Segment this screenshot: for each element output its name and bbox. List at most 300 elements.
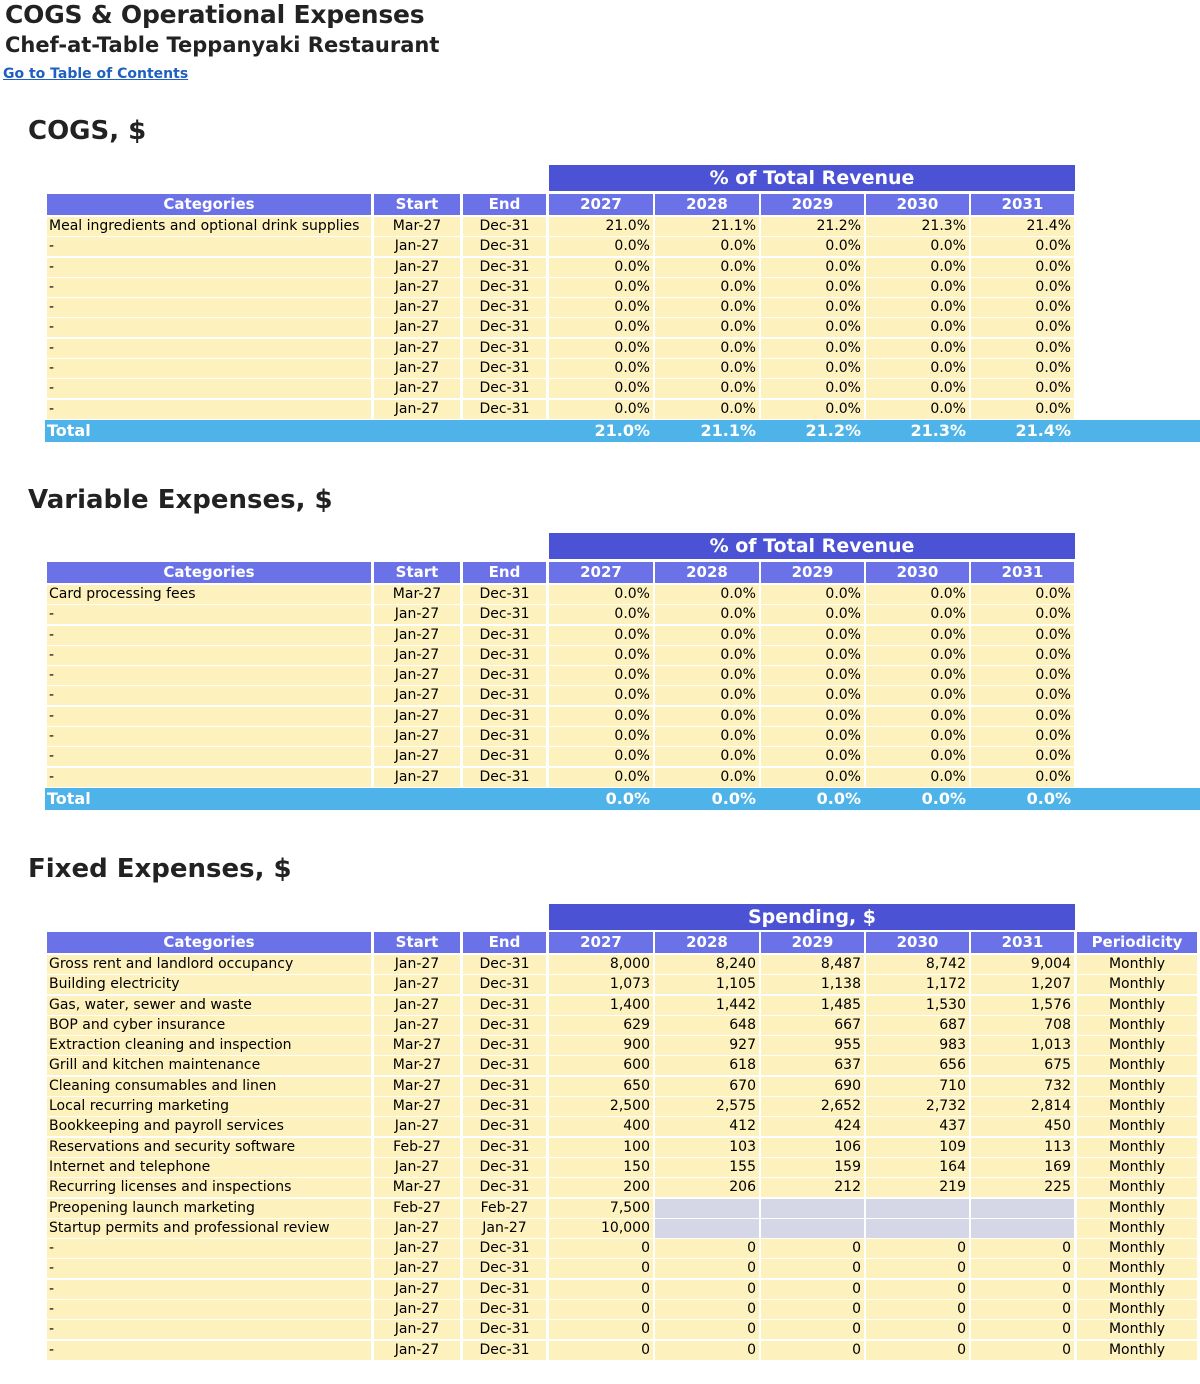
start-cell: Jan-27 <box>374 686 460 705</box>
value-cell: 0.0% <box>655 237 759 256</box>
fixed-band-header: Spending, $ <box>549 904 1075 930</box>
fixed-section-title: Fixed Expenses, $ <box>28 854 292 884</box>
value-cell: 0.0% <box>761 237 864 256</box>
value-cell: 0.0% <box>655 727 759 746</box>
value-cell: 0.0% <box>549 359 653 378</box>
variable-header-cell: Categories <box>47 562 371 583</box>
table-row <box>0 1259 1200 1279</box>
value-cell: 0.0% <box>971 666 1074 685</box>
category-cell: - <box>47 339 371 358</box>
value-cell: 21.0% <box>549 217 653 236</box>
value-cell: 1,138 <box>761 975 864 994</box>
value-cell: 648 <box>655 1016 759 1035</box>
start-cell: Jan-27 <box>374 996 460 1015</box>
category-cell: - <box>47 666 371 685</box>
value-cell: 0.0% <box>971 359 1074 378</box>
value-cell: 0 <box>761 1320 864 1339</box>
value-cell: 2,814 <box>971 1097 1074 1116</box>
value-cell: 21.3% <box>866 217 969 236</box>
start-cell: Jan-27 <box>374 975 460 994</box>
category-cell: - <box>47 605 371 624</box>
table-row <box>0 1138 1200 1158</box>
end-cell: Dec-31 <box>463 1036 546 1055</box>
value-cell: 113 <box>971 1138 1074 1157</box>
table-row <box>0 217 1200 237</box>
value-cell: 0.0% <box>866 585 969 604</box>
variable-section-title: Variable Expenses, $ <box>28 485 333 515</box>
value-cell: 0.0% <box>549 646 653 665</box>
category-cell: - <box>47 1320 371 1339</box>
value-cell: 0 <box>549 1280 653 1299</box>
total-value: 21.1% <box>700 420 756 440</box>
value-cell: 1,013 <box>971 1036 1074 1055</box>
value-cell: 155 <box>655 1158 759 1177</box>
variable-header-cell: 2031 <box>971 562 1074 583</box>
end-cell: Dec-31 <box>463 605 546 624</box>
start-cell: Jan-27 <box>374 605 460 624</box>
periodicity-cell: Monthly <box>1077 1280 1197 1299</box>
table-row <box>0 707 1200 727</box>
end-cell: Dec-31 <box>463 278 546 297</box>
value-cell: 0.0% <box>549 298 653 317</box>
end-cell: Dec-31 <box>463 1016 546 1035</box>
start-cell: Jan-27 <box>374 379 460 398</box>
value-cell: 708 <box>971 1016 1074 1035</box>
value-cell: 8,000 <box>549 955 653 974</box>
table-row <box>0 278 1200 298</box>
value-cell: 0 <box>971 1239 1074 1258</box>
start-cell: Jan-27 <box>374 359 460 378</box>
variable-header-cell: End <box>463 562 546 583</box>
category-cell: Gas, water, sewer and waste <box>47 996 371 1015</box>
value-cell: 0.0% <box>549 585 653 604</box>
table-row <box>0 996 1200 1016</box>
periodicity-cell: Monthly <box>1077 1199 1197 1218</box>
start-cell: Jan-27 <box>374 747 460 766</box>
end-cell: Dec-31 <box>463 626 546 645</box>
end-cell: Dec-31 <box>463 339 546 358</box>
value-cell: 0.0% <box>866 318 969 337</box>
value-cell: 0 <box>655 1280 759 1299</box>
end-cell: Dec-31 <box>463 1178 546 1197</box>
category-cell: Internet and telephone <box>47 1158 371 1177</box>
value-cell: 450 <box>971 1117 1074 1136</box>
category-cell: Local recurring marketing <box>47 1097 371 1116</box>
value-cell: 1,207 <box>971 975 1074 994</box>
value-cell: 0.0% <box>655 768 759 787</box>
start-cell: Mar-27 <box>374 217 460 236</box>
start-cell: Jan-27 <box>374 1158 460 1177</box>
start-cell: Jan-27 <box>374 1219 460 1238</box>
end-cell: Dec-31 <box>463 975 546 994</box>
value-cell: 0 <box>761 1341 864 1360</box>
value-cell: 0.0% <box>866 747 969 766</box>
value-cell: 0.0% <box>866 237 969 256</box>
table-row <box>0 1219 1200 1239</box>
total-value: 0.0% <box>816 788 861 808</box>
end-cell: Dec-31 <box>463 1320 546 1339</box>
value-cell: 8,240 <box>655 955 759 974</box>
value-cell: 675 <box>971 1056 1074 1075</box>
table-row <box>0 400 1200 420</box>
value-cell: 0 <box>549 1259 653 1278</box>
value-cell: 2,732 <box>866 1097 969 1116</box>
periodicity-cell: Monthly <box>1077 1056 1197 1075</box>
table-row <box>0 258 1200 278</box>
start-cell: Mar-27 <box>374 1056 460 1075</box>
periodicity-cell: Monthly <box>1077 1097 1197 1116</box>
end-cell: Dec-31 <box>463 646 546 665</box>
end-cell: Dec-31 <box>463 585 546 604</box>
value-cell: 0.0% <box>971 400 1074 419</box>
category-cell: Recurring licenses and inspections <box>47 1178 371 1197</box>
category-cell: - <box>47 768 371 787</box>
variable-total-row <box>45 788 1200 810</box>
value-cell: 0 <box>549 1239 653 1258</box>
value-cell: 225 <box>971 1178 1074 1197</box>
end-cell: Dec-31 <box>463 1259 546 1278</box>
table-row <box>0 1016 1200 1036</box>
total-value: 21.2% <box>805 420 861 440</box>
start-cell: Jan-27 <box>374 1341 460 1360</box>
value-cell: 0.0% <box>971 318 1074 337</box>
fixed-header-row <box>0 932 1200 955</box>
value-cell: 637 <box>761 1056 864 1075</box>
value-cell: 0.0% <box>761 298 864 317</box>
value-cell: 0 <box>655 1341 759 1360</box>
category-cell: - <box>47 626 371 645</box>
table-row <box>0 318 1200 338</box>
page-title: COGS & Operational Expenses <box>5 0 425 29</box>
table-row <box>0 1239 1200 1259</box>
value-cell: 0 <box>761 1280 864 1299</box>
value-cell: 0.0% <box>655 605 759 624</box>
total-value: 21.4% <box>1015 420 1071 440</box>
table-row <box>0 1341 1200 1361</box>
value-cell: 0 <box>971 1259 1074 1278</box>
start-cell: Mar-27 <box>374 1178 460 1197</box>
end-cell: Dec-31 <box>463 1239 546 1258</box>
total-label: Total <box>47 420 91 440</box>
cogs-table <box>0 194 1200 442</box>
table-row <box>0 605 1200 625</box>
value-cell: 159 <box>761 1158 864 1177</box>
value-cell: 0.0% <box>549 379 653 398</box>
cogs-header-cell: End <box>463 194 546 215</box>
fixed-header-cell: 2031 <box>971 932 1074 953</box>
total-value: 0.0% <box>921 788 966 808</box>
table-row <box>0 626 1200 646</box>
start-cell: Jan-27 <box>374 955 460 974</box>
value-cell: 667 <box>761 1016 864 1035</box>
category-cell: Cleaning consumables and linen <box>47 1077 371 1096</box>
variable-header-cell: 2028 <box>655 562 759 583</box>
value-cell: 1,530 <box>866 996 969 1015</box>
cogs-header-cell: 2028 <box>655 194 759 215</box>
end-cell: Dec-31 <box>463 768 546 787</box>
category-cell: - <box>47 1259 371 1278</box>
start-cell: Jan-27 <box>374 1117 460 1136</box>
cogs-header-row <box>0 194 1200 217</box>
table-row <box>0 237 1200 257</box>
fixed-header-cell: 2029 <box>761 932 864 953</box>
periodicity-cell: Monthly <box>1077 1320 1197 1339</box>
total-label: Total <box>47 788 91 808</box>
value-cell: 0.0% <box>655 626 759 645</box>
value-cell: 927 <box>655 1036 759 1055</box>
value-cell: 0.0% <box>866 626 969 645</box>
value-cell: 400 <box>549 1117 653 1136</box>
value-cell: 0 <box>655 1320 759 1339</box>
table-row <box>0 1178 1200 1198</box>
value-cell: 2,500 <box>549 1097 653 1116</box>
value-cell: 0.0% <box>761 747 864 766</box>
category-cell: Building electricity <box>47 975 371 994</box>
category-cell: - <box>47 258 371 277</box>
cogs-total-row <box>45 420 1200 442</box>
value-cell: 670 <box>655 1077 759 1096</box>
cogs-section-title: COGS, $ <box>28 116 147 146</box>
category-cell: - <box>47 1280 371 1299</box>
value-cell: 0.0% <box>549 237 653 256</box>
value-cell: 650 <box>549 1077 653 1096</box>
value-cell: 0.0% <box>866 707 969 726</box>
value-cell: 0.0% <box>549 278 653 297</box>
value-cell: 0.0% <box>971 747 1074 766</box>
value-cell: 0.0% <box>655 585 759 604</box>
end-cell: Dec-31 <box>463 1117 546 1136</box>
start-cell: Jan-27 <box>374 1239 460 1258</box>
value-cell: 600 <box>549 1056 653 1075</box>
total-value: 0.0% <box>711 788 756 808</box>
start-cell: Feb-27 <box>374 1138 460 1157</box>
table-row <box>0 1036 1200 1056</box>
value-cell: 0.0% <box>761 278 864 297</box>
value-cell: 412 <box>655 1117 759 1136</box>
end-cell: Feb-27 <box>463 1199 546 1218</box>
value-cell: 0.0% <box>971 585 1074 604</box>
start-cell: Mar-27 <box>374 1097 460 1116</box>
table-of-contents-link[interactable]: Go to Table of Contents <box>3 66 189 82</box>
category-cell: Bookkeeping and payroll services <box>47 1117 371 1136</box>
value-cell: 0.0% <box>655 318 759 337</box>
start-cell: Mar-27 <box>374 585 460 604</box>
table-row <box>0 1199 1200 1219</box>
value-cell: 0.0% <box>866 258 969 277</box>
value-cell: 206 <box>655 1178 759 1197</box>
value-cell: 0.0% <box>971 258 1074 277</box>
periodicity-cell: Monthly <box>1077 1036 1197 1055</box>
value-cell: 0.0% <box>549 686 653 705</box>
cogs-header-cell: 2030 <box>866 194 969 215</box>
value-cell: 0.0% <box>655 379 759 398</box>
table-row <box>0 339 1200 359</box>
value-cell: 212 <box>761 1178 864 1197</box>
category-cell: - <box>47 359 371 378</box>
variable-header-cell: 2029 <box>761 562 864 583</box>
end-cell: Dec-31 <box>463 1280 546 1299</box>
page-subtitle: Chef-at-Table Teppanyaki Restaurant <box>5 33 440 57</box>
category-cell: - <box>47 400 371 419</box>
end-cell: Dec-31 <box>463 400 546 419</box>
value-cell: 0 <box>866 1300 969 1319</box>
value-cell: 0.0% <box>866 768 969 787</box>
value-cell: 0.0% <box>761 400 864 419</box>
end-cell: Dec-31 <box>463 666 546 685</box>
value-cell: 0.0% <box>655 258 759 277</box>
value-cell: 1,485 <box>761 996 864 1015</box>
value-cell: 0 <box>866 1280 969 1299</box>
value-cell: 8,742 <box>866 955 969 974</box>
fixed-header-cell: 2027 <box>549 932 653 953</box>
value-cell: 0.0% <box>761 666 864 685</box>
start-cell: Jan-27 <box>374 666 460 685</box>
start-cell: Jan-27 <box>374 339 460 358</box>
value-cell: 0 <box>866 1239 969 1258</box>
start-cell: Jan-27 <box>374 400 460 419</box>
periodicity-cell: Monthly <box>1077 1117 1197 1136</box>
table-row <box>0 1077 1200 1097</box>
category-cell: Startup permits and professional review <box>47 1219 371 1238</box>
total-value: 21.0% <box>594 420 650 440</box>
value-cell <box>761 1199 864 1218</box>
start-cell: Jan-27 <box>374 1016 460 1035</box>
value-cell: 0.0% <box>761 768 864 787</box>
value-cell: 0 <box>655 1239 759 1258</box>
variable-header-row <box>0 562 1200 585</box>
periodicity-cell: Monthly <box>1077 1239 1197 1258</box>
value-cell: 0.0% <box>549 707 653 726</box>
value-cell: 0 <box>655 1259 759 1278</box>
value-cell: 0.0% <box>549 605 653 624</box>
value-cell: 0.0% <box>866 605 969 624</box>
value-cell: 0.0% <box>761 605 864 624</box>
value-cell: 0 <box>549 1341 653 1360</box>
end-cell: Dec-31 <box>463 1341 546 1360</box>
value-cell: 200 <box>549 1178 653 1197</box>
value-cell: 0.0% <box>655 298 759 317</box>
value-cell: 0.0% <box>761 318 864 337</box>
value-cell: 0 <box>971 1320 1074 1339</box>
table-row <box>0 666 1200 686</box>
table-row <box>0 1158 1200 1178</box>
category-cell: - <box>47 298 371 317</box>
value-cell: 0 <box>761 1239 864 1258</box>
value-cell: 1,576 <box>971 996 1074 1015</box>
value-cell: 0 <box>866 1341 969 1360</box>
value-cell: 0.0% <box>761 727 864 746</box>
value-cell: 7,500 <box>549 1199 653 1218</box>
value-cell: 0 <box>971 1300 1074 1319</box>
value-cell: 0.0% <box>866 379 969 398</box>
total-value: 0.0% <box>1026 788 1071 808</box>
fixed-header-cell: 2028 <box>655 932 759 953</box>
table-row <box>0 1117 1200 1137</box>
total-value: 0.0% <box>605 788 650 808</box>
value-cell: 0.0% <box>549 747 653 766</box>
end-cell: Dec-31 <box>463 217 546 236</box>
end-cell: Dec-31 <box>463 1300 546 1319</box>
periodicity-cell: Monthly <box>1077 975 1197 994</box>
start-cell: Jan-27 <box>374 1259 460 1278</box>
value-cell: 437 <box>866 1117 969 1136</box>
end-cell: Dec-31 <box>463 379 546 398</box>
value-cell: 100 <box>549 1138 653 1157</box>
value-cell: 10,000 <box>549 1219 653 1238</box>
value-cell: 690 <box>761 1077 864 1096</box>
value-cell: 0.0% <box>866 666 969 685</box>
value-cell <box>655 1199 759 1218</box>
variable-header-cell: Start <box>374 562 460 583</box>
value-cell: 0.0% <box>655 646 759 665</box>
start-cell: Jan-27 <box>374 727 460 746</box>
cogs-header-cell: 2031 <box>971 194 1074 215</box>
value-cell: 103 <box>655 1138 759 1157</box>
periodicity-cell: Monthly <box>1077 1259 1197 1278</box>
start-cell: Jan-27 <box>374 237 460 256</box>
category-cell: - <box>47 707 371 726</box>
periodicity-cell: Monthly <box>1077 1077 1197 1096</box>
value-cell: 0 <box>549 1300 653 1319</box>
value-cell: 0.0% <box>655 359 759 378</box>
value-cell: 1,172 <box>866 975 969 994</box>
value-cell: 109 <box>866 1138 969 1157</box>
value-cell: 0.0% <box>971 379 1074 398</box>
periodicity-cell: Monthly <box>1077 1138 1197 1157</box>
value-cell: 2,575 <box>655 1097 759 1116</box>
value-cell <box>971 1219 1074 1238</box>
category-cell: BOP and cyber insurance <box>47 1016 371 1035</box>
value-cell: 0.0% <box>866 359 969 378</box>
value-cell: 1,400 <box>549 996 653 1015</box>
periodicity-cell: Monthly <box>1077 1158 1197 1177</box>
end-cell: Dec-31 <box>463 747 546 766</box>
value-cell: 0 <box>971 1341 1074 1360</box>
start-cell: Jan-27 <box>374 1300 460 1319</box>
value-cell: 2,652 <box>761 1097 864 1116</box>
start-cell: Jan-27 <box>374 258 460 277</box>
end-cell: Dec-31 <box>463 1158 546 1177</box>
category-cell: - <box>47 237 371 256</box>
start-cell: Feb-27 <box>374 1199 460 1218</box>
value-cell: 0.0% <box>866 686 969 705</box>
value-cell: 0.0% <box>761 626 864 645</box>
value-cell: 9,004 <box>971 955 1074 974</box>
value-cell: 0.0% <box>971 768 1074 787</box>
table-row <box>0 1056 1200 1076</box>
end-cell: Dec-31 <box>463 237 546 256</box>
value-cell: 0.0% <box>761 339 864 358</box>
value-cell: 106 <box>761 1138 864 1157</box>
table-row <box>0 359 1200 379</box>
value-cell: 0.0% <box>761 646 864 665</box>
category-cell: - <box>47 1341 371 1360</box>
value-cell: 0.0% <box>549 666 653 685</box>
category-cell: Gross rent and landlord occupancy <box>47 955 371 974</box>
category-cell: - <box>47 646 371 665</box>
table-row <box>0 768 1200 788</box>
value-cell: 0.0% <box>761 686 864 705</box>
value-cell: 0 <box>761 1300 864 1319</box>
value-cell: 0.0% <box>866 298 969 317</box>
category-cell: - <box>47 747 371 766</box>
periodicity-cell: Monthly <box>1077 1016 1197 1035</box>
end-cell: Dec-31 <box>463 707 546 726</box>
category-cell: - <box>47 1300 371 1319</box>
end-cell: Dec-31 <box>463 258 546 277</box>
start-cell: Jan-27 <box>374 1280 460 1299</box>
value-cell: 150 <box>549 1158 653 1177</box>
